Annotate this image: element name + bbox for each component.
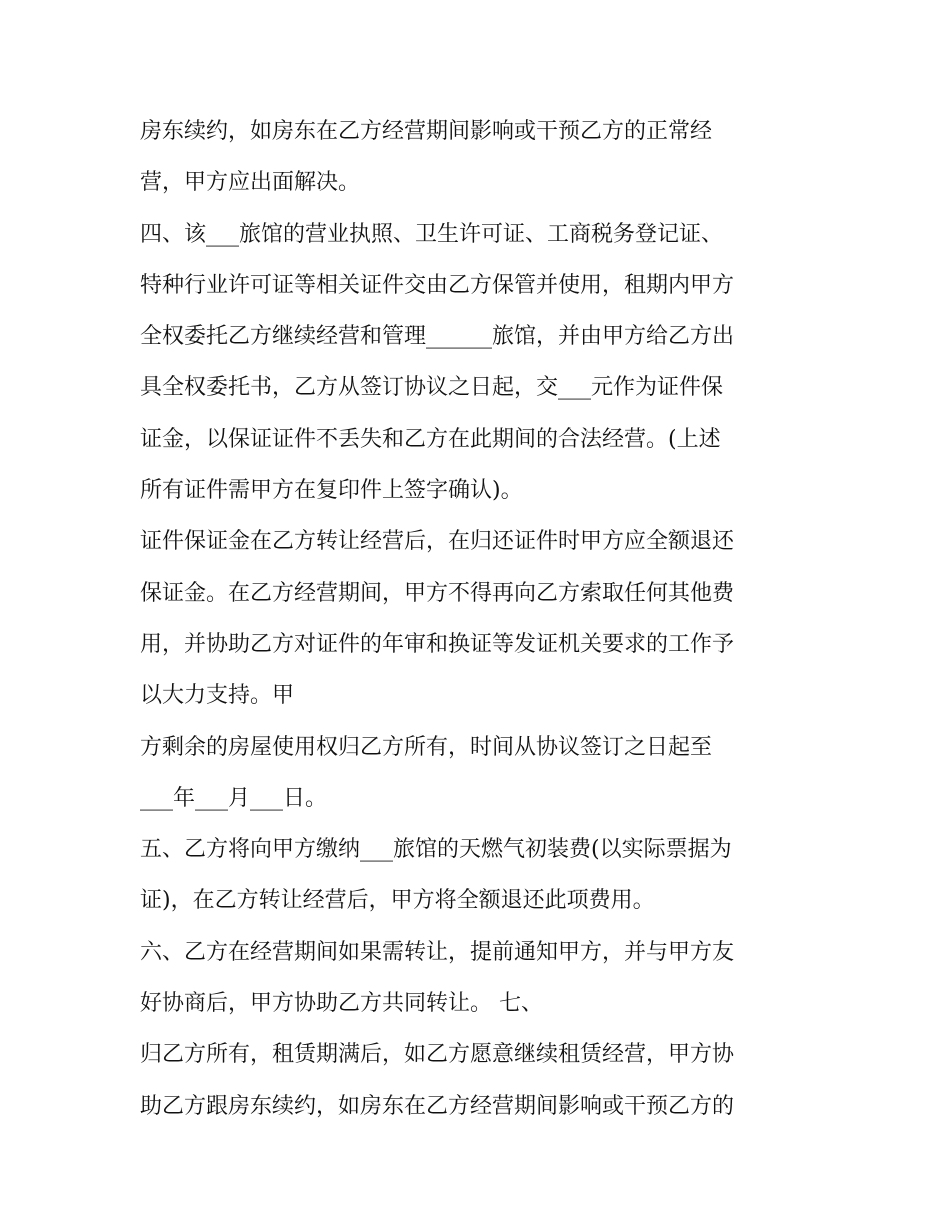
text-line: 方剩余的房屋使用权归乙方所有，时间从协议签订之日起至 [140,734,713,760]
text-line: 证)，在乙方转让经营后，甲方将全额退还此项费用。 [140,888,655,914]
text-line: 用，并协助乙方对证件的年审和换证等发证机关要求的工作予 [140,631,735,657]
contract-body-text [140,106,830,1132]
text-line: 助乙方跟房东续约，如房东在乙方经营期间影响或干预乙方的 [140,1093,735,1119]
text-line: 证件保证金在乙方转让经营后，在归还证件时甲方应全额退还 [140,529,735,555]
text-line: 归乙方所有，租赁期满后，如乙方愿意继续租赁经营，甲方协 [140,1042,735,1068]
text-line: 具全权委托书，乙方从签订协议之日起，交___元作为证件保 [140,375,724,401]
text-line: ___年___月___日。 [140,785,328,811]
text-line: 全权委托乙方继续经营和管理______旅馆，并由甲方给乙方出 [140,324,735,350]
text-line: 六、乙方在经营期间如果需转让，提前通知甲方，并与甲方友 [140,939,735,965]
text-line: 所有证件需甲方在复印件上签字确认)。 [140,478,523,504]
text-line: 营，甲方应出面解决。 [140,170,361,196]
text-line: 五、乙方将向甲方缴纳___旅馆的天燃气初装费(以实际票据为 [140,837,732,863]
text-line: 证金，以保证证件不丢失和乙方在此期间的合法经营。(上述 [140,426,721,452]
text-line: 特种行业许可证等相关证件交由乙方保管并使用，租期内甲方 [140,272,735,298]
text-line: 房东续约，如房东在乙方经营期间影响或干预乙方的正常经 [140,119,713,144]
text-line: 以大力支持。甲 [140,683,295,709]
text-line: 保证金。在乙方经营期间，甲方不得再向乙方索取任何其他费 [140,580,735,606]
text-line: 四、该___旅馆的营业执照、卫生许可证、工商税务登记证、 [140,221,724,247]
text-line: 好协商后，甲方协助乙方共同转让。 七、 [140,991,543,1017]
